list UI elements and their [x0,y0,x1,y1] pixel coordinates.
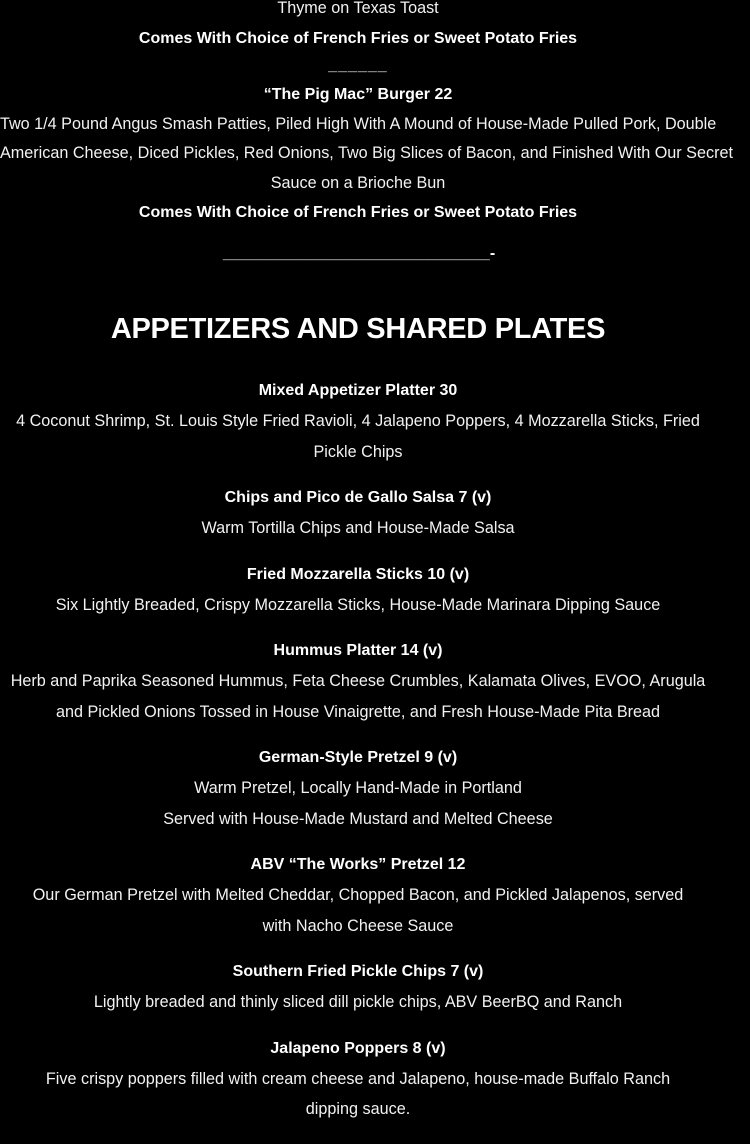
menu-item-description-line: and Pickled Onions Tossed in House Vinaigrette, and Fresh House-Made Pita Bread [55,702,661,721]
menu-item-title: “The Pig Mac” Burger 22 [263,85,453,103]
menu-item-description-line: Lightly breaded and thinly sliced dill pickle chips, ABV BeerBQ and Ranch [93,993,623,1011]
menu-item-description-line: Six Lightly Breaded, Crispy Mozzarella Sticks, House-Made Marinara Dipping Sauce [55,595,661,614]
fries-note: Comes With Choice of French Fries or Sweet Potato Fries [138,204,578,221]
menu-item-description-line: 4 Coconut Shrimp, St. Louis Style Fried Ravioli, 4 Jalapeno Poppers, 4 Mozzarella Sticks, Fried [16,412,700,430]
menu-item-fried-pickle-chips [0,956,716,1018]
menu-item-title: German-Style Pretzel 9 (v) [258,749,458,766]
menu-item-pig-mac [0,79,733,199]
menu-item-mixed-appetizer-platter [0,375,716,467]
fries-note: Comes With Choice of French Fries or Sweet Potato Fries [138,29,578,47]
menu-item-jalapeno-poppers [0,1033,716,1125]
menu-item-description-line: Five crispy poppers filled with cream cheese and Jalapeno, house-made Buffalo Ranch [45,1069,671,1088]
menu-item-description-line: Served with House-Made Mustard and Melted Cheese [163,809,553,828]
menu-item-description-line: dipping sauce. [305,1100,411,1118]
menu-item-description-line: with Nacho Cheese Sauce [262,916,454,935]
menu-item-title: Mixed Appetizer Platter 30 [258,382,458,399]
long-separator: ______________________________- [222,245,496,262]
menu-item-description-line: Herb and Paprika Seasoned Hummus, Feta Cheese Crumbles, Kalamata Olives, EVOO, Arugula [10,672,706,690]
menu-item-description-line: Our German Pretzel with Melted Cheddar, Chopped Bacon, and Pickled Jalapenos, served [32,886,684,904]
section-heading: APPETIZERS AND SHARED PLATES [110,313,606,345]
menu-item-german-style-pretzel [0,742,716,834]
menu-item-description-line: Warm Tortilla Chips and House-Made Salsa [201,519,515,537]
menu-item-chips-and-salsa [0,482,716,544]
menu-item-description-line: Warm Pretzel, Locally Hand-Made in Portland [194,779,522,797]
item-description-continued: Thyme on Texas Toast [277,0,439,17]
short-separator: ______ [328,56,388,74]
menu-item-works-pretzel [0,849,716,941]
menu-item-description-line: American Cheese, Diced Pickles, Red Onions, Two Big Slices of Bacon, and Finished With Our Secret [0,144,733,162]
menu-item-title: ABV “The Works” Pretzel 12 [250,856,466,873]
menu-item-fried-mozzarella-sticks [0,559,716,621]
menu-item-title: Southern Fried Pickle Chips 7 (v) [232,963,484,980]
menu-item-title: Chips and Pico de Gallo Salsa 7 (v) [224,489,492,506]
menu-item-title: Jalapeno Poppers 8 (v) [270,1039,446,1057]
menu-item-description-line: Two 1/4 Pound Angus Smash Patties, Piled High With A Mound of House-Made Pulled Pork, Double [0,114,717,133]
menu-item-description-line: Sauce on a Brioche Bun [270,173,446,192]
menu-item-description-line: Pickle Chips [313,442,403,461]
menu-item-hummus-platter [0,635,716,727]
menu-item-title: Fried Mozzarella Sticks 10 (v) [246,565,470,583]
menu-item-title: Hummus Platter 14 (v) [273,642,443,659]
